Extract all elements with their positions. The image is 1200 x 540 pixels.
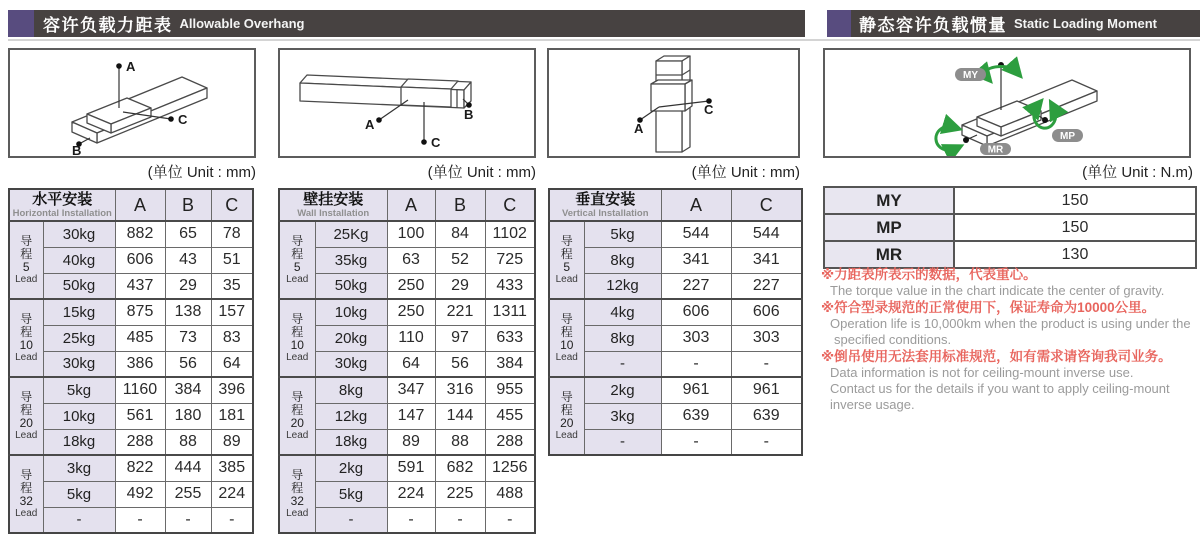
installation-title-cell: [9, 189, 115, 221]
weight-cell: -: [43, 507, 115, 533]
table-header-row: [9, 189, 253, 221]
section-title-en: Static Loading Moment: [1014, 16, 1157, 31]
value-cell: 316: [435, 377, 485, 403]
table-row: [279, 455, 535, 481]
value-cell: 561: [115, 403, 165, 429]
value-cell: 97: [435, 325, 485, 351]
moment-value-cell: 150: [954, 187, 1196, 214]
table-row: [549, 351, 802, 377]
table-row: [549, 429, 802, 455]
value-cell: 227: [731, 273, 802, 299]
value-cell: 250: [387, 273, 435, 299]
header-shadow-rule: [8, 39, 1200, 41]
weight-cell: 5kg: [584, 221, 661, 247]
table-row: [549, 221, 802, 247]
lead-cell: 导 程 32 Lead: [9, 455, 43, 533]
table-row: [549, 299, 802, 325]
column-header: C: [731, 189, 802, 221]
table-row: [824, 187, 1196, 214]
lead-cell: 导 程 20 Lead: [549, 377, 584, 455]
weight-cell: -: [584, 429, 661, 455]
value-cell: 1311: [485, 299, 535, 325]
my-badge-label: MY: [963, 70, 978, 81]
point-c-label: C: [704, 102, 714, 117]
value-cell: 396: [211, 377, 253, 403]
lead-cell: 导 程 5 Lead: [279, 221, 315, 299]
value-cell: 89: [211, 429, 253, 455]
value-cell: 181: [211, 403, 253, 429]
value-cell: 138: [165, 299, 211, 325]
value-cell: 221: [435, 299, 485, 325]
table-row: [9, 377, 253, 403]
column-header: A: [661, 189, 731, 221]
table-row: [279, 351, 535, 377]
weight-cell: 30kg: [43, 351, 115, 377]
value-cell: -: [165, 507, 211, 533]
horizontal-installation-drawing: [10, 50, 254, 156]
table-row: [279, 481, 535, 507]
accent-square: [8, 10, 34, 37]
table-row: [279, 507, 535, 533]
horizontal-installation-table: [8, 188, 254, 534]
point-a-marker: [376, 117, 382, 123]
value-cell: -: [485, 507, 535, 533]
point-a-label: A: [634, 121, 644, 136]
weight-cell: 18kg: [315, 429, 387, 455]
point-c-marker: [421, 139, 427, 145]
table-row: [9, 221, 253, 247]
table-row: [9, 481, 253, 507]
weight-cell: 3kg: [584, 403, 661, 429]
weight-cell: -: [315, 507, 387, 533]
value-cell: -: [661, 429, 731, 455]
table-row: [549, 325, 802, 351]
moment-value-cell: 150: [954, 214, 1196, 241]
table-row: [9, 507, 253, 533]
value-cell: 56: [435, 351, 485, 377]
note-zh: ※力距表所表示的数据，代表重心。: [821, 267, 1037, 282]
table-row: [549, 247, 802, 273]
value-cell: 725: [485, 247, 535, 273]
value-cell: 224: [387, 481, 435, 507]
table-row: [9, 247, 253, 273]
table-row: [9, 273, 253, 299]
weight-cell: 10kg: [43, 403, 115, 429]
point-a-label: A: [365, 117, 375, 132]
value-cell: 433: [485, 273, 535, 299]
table-row: [9, 325, 253, 351]
diagram-vertical-installation: [547, 48, 800, 158]
value-cell: 1160: [115, 377, 165, 403]
weight-cell: 25kg: [43, 325, 115, 351]
table-row: [279, 221, 535, 247]
lead-cell: 导 程 10 Lead: [279, 299, 315, 377]
value-cell: -: [731, 351, 802, 377]
value-cell: 29: [165, 273, 211, 299]
value-cell: 78: [211, 221, 253, 247]
notes-block: [821, 266, 1200, 413]
weight-cell: 15kg: [43, 299, 115, 325]
value-cell: 633: [485, 325, 535, 351]
installation-title-en: Wall Installation: [297, 208, 370, 219]
table-row: [279, 403, 535, 429]
value-cell: 606: [115, 247, 165, 273]
note-zh: ※倒吊使用无法套用标准规范，如有需求请咨询我司业务。: [821, 349, 1172, 364]
note-en: specified conditions.: [834, 332, 952, 347]
point-b-label: B: [464, 107, 474, 122]
table-row: [549, 377, 802, 403]
value-cell: 84: [435, 221, 485, 247]
lead-cell: 导 程 32 Lead: [279, 455, 315, 533]
static-loading-moment-drawing: [825, 50, 1189, 156]
column-header: A: [115, 189, 165, 221]
mp-badge-label: MP: [1060, 131, 1075, 142]
point-c-marker: [168, 116, 174, 122]
value-cell: 147: [387, 403, 435, 429]
weight-cell: 3kg: [43, 455, 115, 481]
table-row: [549, 403, 802, 429]
installation-title-cell: [279, 189, 387, 221]
value-cell: -: [211, 507, 253, 533]
value-cell: 961: [731, 377, 802, 403]
note-zh: ※符合型录规范的正常使用下，保证寿命为10000公里。: [821, 300, 1156, 315]
value-cell: 51: [211, 247, 253, 273]
value-cell: 35: [211, 273, 253, 299]
value-cell: 639: [731, 403, 802, 429]
value-cell: 64: [387, 351, 435, 377]
value-cell: 347: [387, 377, 435, 403]
weight-cell: 5kg: [43, 481, 115, 507]
weight-cell: 25Kg: [315, 221, 387, 247]
column-header: A: [387, 189, 435, 221]
value-cell: 961: [661, 377, 731, 403]
value-cell: 88: [165, 429, 211, 455]
column-header: B: [165, 189, 211, 221]
wall-installation-drawing: [280, 50, 534, 156]
weight-cell: 8kg: [584, 247, 661, 273]
note-en: The torque value in the chart indicate the center of gravity.: [830, 283, 1165, 298]
mr-point-marker: [963, 137, 969, 143]
value-cell: 341: [731, 247, 802, 273]
table-row: [824, 214, 1196, 241]
section-header-allowable-overhang: [8, 10, 805, 37]
value-cell: 250: [387, 299, 435, 325]
table-row: [549, 273, 802, 299]
lead-cell: 导 程 20 Lead: [9, 377, 43, 455]
section-header-static-loading-moment: [827, 10, 1200, 37]
value-cell: 224: [211, 481, 253, 507]
table-row: [9, 351, 253, 377]
column-header: C: [211, 189, 253, 221]
value-cell: 386: [115, 351, 165, 377]
diagram-horizontal-installation: [8, 48, 256, 158]
value-cell: 180: [165, 403, 211, 429]
value-cell: 606: [661, 299, 731, 325]
value-cell: 875: [115, 299, 165, 325]
weight-cell: 5kg: [315, 481, 387, 507]
installation-title-en: Horizontal Installation: [12, 208, 112, 219]
diagram-static-loading-moment: [823, 48, 1191, 158]
value-cell: 88: [435, 429, 485, 455]
value-cell: 157: [211, 299, 253, 325]
moment-value-cell: 130: [954, 241, 1196, 268]
weight-cell: 8kg: [315, 377, 387, 403]
value-cell: 227: [661, 273, 731, 299]
weight-cell: 20kg: [315, 325, 387, 351]
installation-title-en: Vertical Installation: [561, 208, 649, 219]
point-a-label: A: [126, 59, 136, 74]
section-title-en: Allowable Overhang: [179, 16, 305, 31]
table-header-row: [279, 189, 535, 221]
lead-cell: 导 程 5 Lead: [549, 221, 584, 299]
table-row: [9, 455, 253, 481]
value-cell: 1102: [485, 221, 535, 247]
table-row: [9, 403, 253, 429]
installation-title-cell: [549, 189, 661, 221]
diagram-wall-installation: [278, 48, 536, 158]
value-cell: 639: [661, 403, 731, 429]
value-cell: 89: [387, 429, 435, 455]
value-cell: 955: [485, 377, 535, 403]
value-cell: 73: [165, 325, 211, 351]
point-c-label: C: [178, 112, 188, 127]
wall-installation-table: [278, 188, 536, 534]
value-cell: -: [661, 351, 731, 377]
table-row: [279, 325, 535, 351]
value-cell: 225: [435, 481, 485, 507]
mr-badge-label: MR: [987, 144, 1004, 156]
value-cell: 437: [115, 273, 165, 299]
value-cell: 29: [435, 273, 485, 299]
mr-rotation-arrow: [936, 126, 955, 150]
note-en: Contact us for the details if you want to apply ceiling-mount: [830, 381, 1170, 396]
weight-cell: 18kg: [43, 429, 115, 455]
value-cell: -: [731, 429, 802, 455]
accent-square: [827, 10, 851, 37]
table-row: [279, 377, 535, 403]
static-loading-moment-table: [823, 186, 1197, 269]
section-title-zh: 容许负载力距表: [43, 16, 173, 35]
weight-cell: 35kg: [315, 247, 387, 273]
value-cell: 144: [435, 403, 485, 429]
weight-cell: 8kg: [584, 325, 661, 351]
weight-cell: 30kg: [315, 351, 387, 377]
column-header: B: [435, 189, 485, 221]
value-cell: 303: [661, 325, 731, 351]
table-row: [824, 241, 1196, 268]
wall-installation-table-wrap: [278, 188, 536, 534]
point-a-marker: [116, 63, 122, 69]
lead-cell: 导 程 20 Lead: [279, 377, 315, 455]
value-cell: 83: [211, 325, 253, 351]
weight-cell: 5kg: [43, 377, 115, 403]
weight-cell: 40kg: [43, 247, 115, 273]
lead-cell: 导 程 5 Lead: [9, 221, 43, 299]
lead-cell: 导 程 10 Lead: [9, 299, 43, 377]
unit-label-mm: (单位 Unit : mm): [691, 164, 800, 181]
weight-cell: 2kg: [315, 455, 387, 481]
value-cell: 65: [165, 221, 211, 247]
value-cell: 64: [211, 351, 253, 377]
value-cell: 303: [731, 325, 802, 351]
value-cell: -: [387, 507, 435, 533]
table-header-row: [549, 189, 802, 221]
weight-cell: -: [584, 351, 661, 377]
value-cell: 288: [115, 429, 165, 455]
horizontal-installation-table-wrap: [8, 188, 254, 534]
value-cell: -: [115, 507, 165, 533]
weight-cell: 12kg: [584, 273, 661, 299]
value-cell: 63: [387, 247, 435, 273]
note-en: Operation life is 10,000km when the product is using under the: [830, 316, 1191, 331]
point-b-label: B: [72, 143, 82, 156]
mp-point-marker: [1042, 117, 1048, 123]
weight-cell: 10kg: [315, 299, 387, 325]
weight-cell: 12kg: [315, 403, 387, 429]
weight-cell: 4kg: [584, 299, 661, 325]
value-cell: 455: [485, 403, 535, 429]
value-cell: 43: [165, 247, 211, 273]
value-cell: 56: [165, 351, 211, 377]
value-cell: 492: [115, 481, 165, 507]
value-cell: 544: [731, 221, 802, 247]
moment-label-cell: MY: [824, 187, 954, 214]
installation-title-zh: 壁挂安装: [303, 191, 364, 208]
note-en: inverse usage.: [830, 397, 915, 412]
moment-label-cell: MR: [824, 241, 954, 268]
value-cell: 110: [387, 325, 435, 351]
column-header: C: [485, 189, 535, 221]
value-cell: 288: [485, 429, 535, 455]
installation-title-zh: 水平安装: [32, 191, 93, 208]
unit-label-mm: (单位 Unit : mm): [147, 164, 256, 181]
value-cell: 488: [485, 481, 535, 507]
value-cell: 606: [731, 299, 802, 325]
value-cell: 682: [435, 455, 485, 481]
lead-cell: 导 程 10 Lead: [549, 299, 584, 377]
note-en: Data information is not for ceiling-mount inverse use.: [830, 365, 1134, 380]
weight-cell: 50kg: [43, 273, 115, 299]
value-cell: -: [435, 507, 485, 533]
value-cell: 52: [435, 247, 485, 273]
value-cell: 384: [485, 351, 535, 377]
vertical-installation-drawing: [549, 50, 798, 156]
installation-title-zh: 垂直安装: [575, 191, 636, 208]
table-row: [9, 429, 253, 455]
moment-label-cell: MP: [824, 214, 954, 241]
table-row: [279, 429, 535, 455]
point-c-label: C: [431, 135, 441, 150]
value-cell: 100: [387, 221, 435, 247]
vertical-installation-table: [548, 188, 803, 456]
value-cell: 485: [115, 325, 165, 351]
unit-label-nm: (单位 Unit : N.m): [1082, 164, 1193, 181]
unit-label-mm: (单位 Unit : mm): [427, 164, 536, 181]
value-cell: 341: [661, 247, 731, 273]
value-cell: 591: [387, 455, 435, 481]
value-cell: 882: [115, 221, 165, 247]
weight-cell: 2kg: [584, 377, 661, 403]
vertical-installation-table-wrap: [548, 188, 803, 456]
weight-cell: 30kg: [43, 221, 115, 247]
value-cell: 822: [115, 455, 165, 481]
value-cell: 544: [661, 221, 731, 247]
value-cell: 384: [165, 377, 211, 403]
table-row: [9, 299, 253, 325]
weight-cell: 50kg: [315, 273, 387, 299]
value-cell: 385: [211, 455, 253, 481]
section-title-zh: 静态容许负载惯量: [859, 16, 1007, 35]
value-cell: 444: [165, 455, 211, 481]
table-row: [279, 299, 535, 325]
value-cell: 1256: [485, 455, 535, 481]
value-cell: 255: [165, 481, 211, 507]
table-row: [279, 247, 535, 273]
table-row: [279, 273, 535, 299]
